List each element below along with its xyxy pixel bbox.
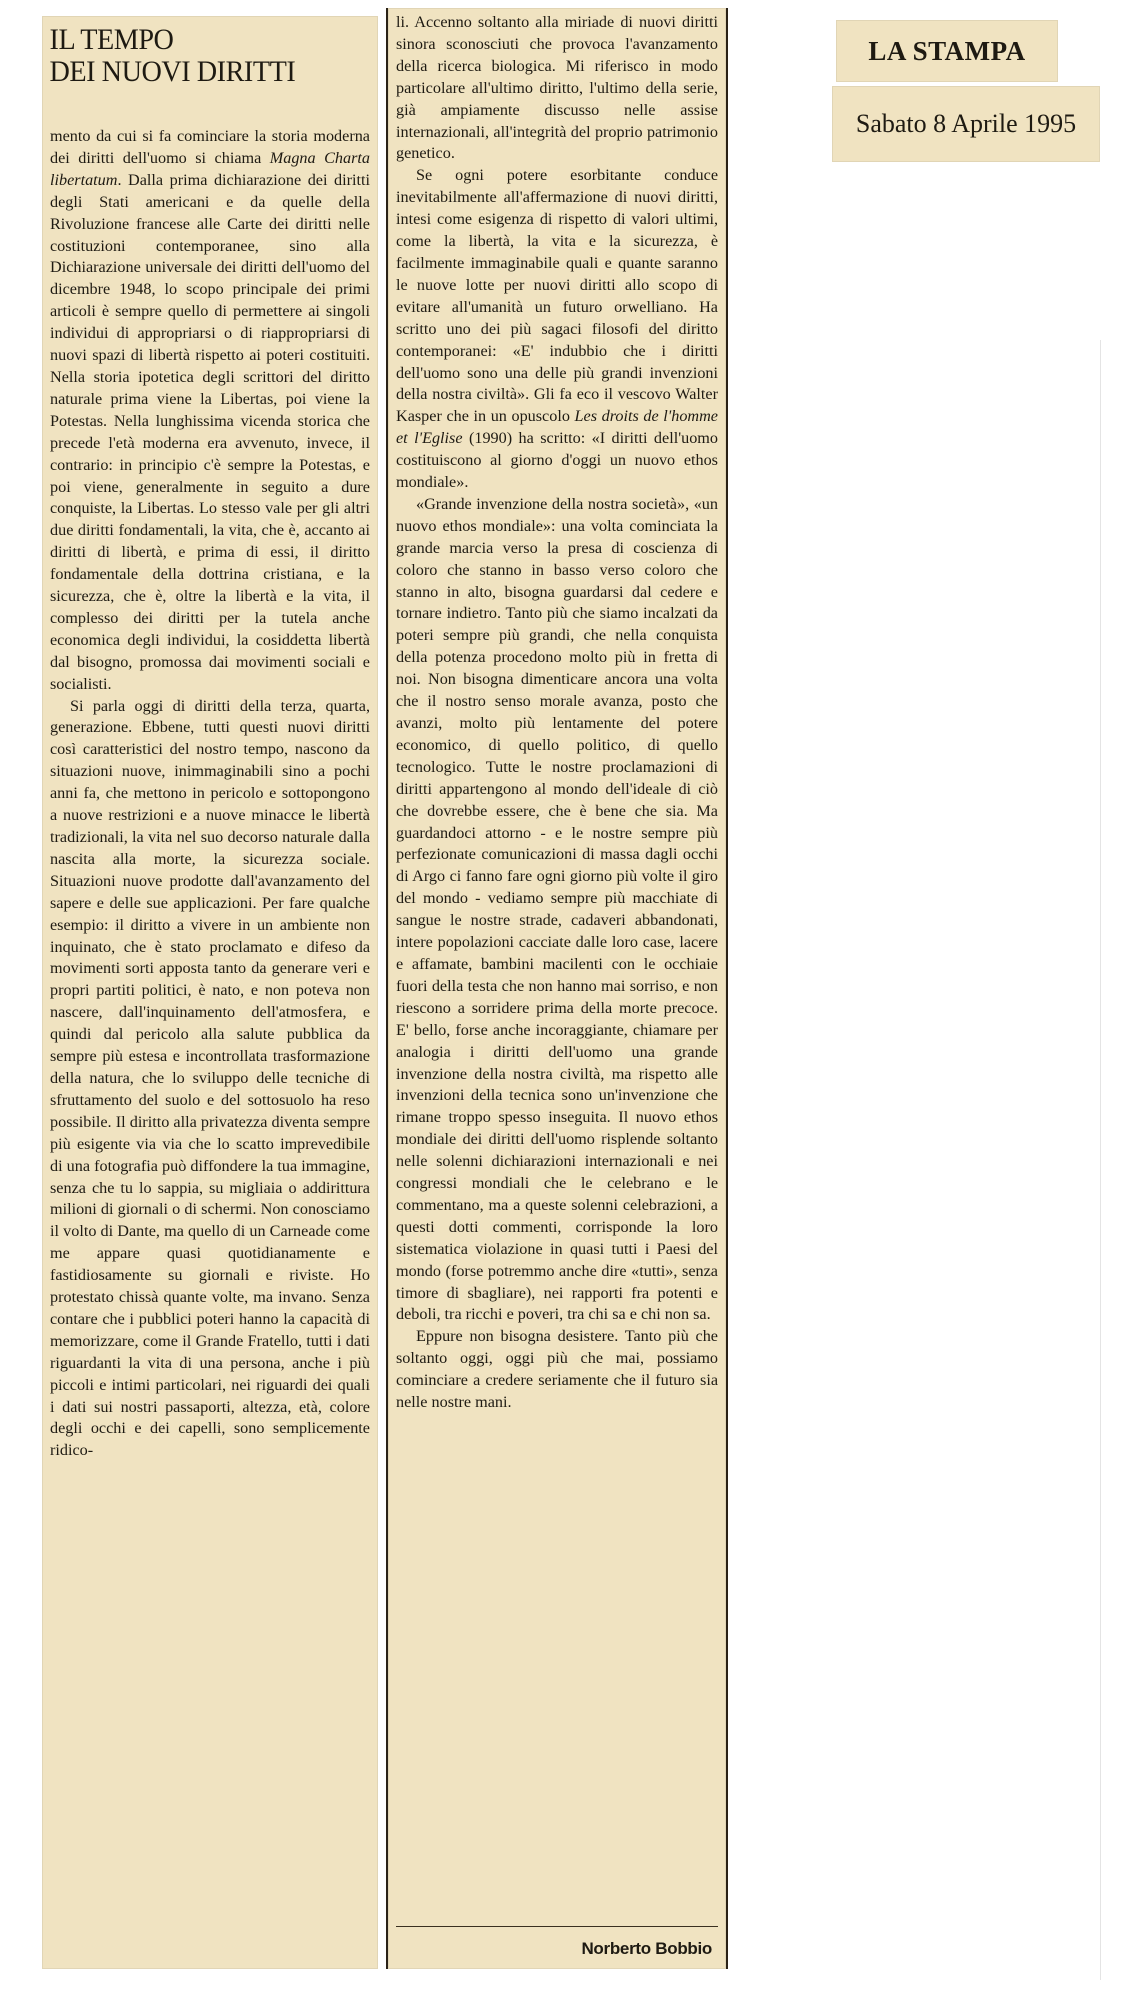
column-1-body	[42, 88, 378, 1462]
text-run: Se ogni potere esorbitante conduce inevitabilmente all'affermazione di nuovi diritti, intesi come esigenza di rispetto di valori ultimi, come la libertà, la vita e la sicurezza, è facilmente immaginabile quali e quante saranno le nuove lotte per nuovi diritti allo scopo di evitare all'umanità un futuro orwelliano. Ha scritto uno dei più sagaci filosofi del diritto contemporanei: «E' indubbio che i diritti dell'uomo sono una delle più grandi invenzioni della nostra civiltà». Gli fa eco il vescovo Walter Kasper che in un opuscolo	[396, 166, 718, 426]
paragraph: Eppure non bisogna desistere. Tanto più che soltanto oggi, oggi più che mai, possiamo cominciare a credere seriamente che il futuro sia nelle nostre mani.	[396, 1327, 718, 1412]
byline-rule	[396, 1926, 718, 1927]
headline	[42, 16, 358, 88]
paragraph: li. Accenno soltanto alla miriade di nuovi diritti sinora sconosciuti che provoca l'avanzamento della ricerca biologica. Mi riferisco in modo particolare all'ultimo diritto, l'ultimo della serie, già ampiamente discusso nelle assise internazionali, all'integrità del proprio patrimonio genetico.	[396, 13, 718, 163]
page-edge-line	[1100, 340, 1101, 1980]
paragraph: Si parla oggi di diritti della terza, quarta, generazione. Ebbene, tutti questi nuovi diritti così caratteristici del nostro tempo, nascono da situazioni nuove, inimmaginabili sino a pochi anni fa, che mettono in pericolo e sottopongono a nuove restrizioni e a nuove minacce le libertà tradizionali, la vita nel suo decorso naturale dalla nascita alla morte, la sicurezza sociale. Situazioni nuove prodotte dall'avanzamento del sapere e delle sue applicazioni. Per fare qualche esempio: il diritto a vivere in un ambiente non inquinato, che è stato proclamato e difeso da movimenti sorti apposta tanto da generare veri e propri partiti politici, è nato, e non poteva non nascere, dall'inquinamento dell'atmosfera, e quindi dal pericolo alla salute pubblica da sempre più estesa e incontrollata trasformazione della natura, che lo sviluppo delle tecniche di sfruttamento del suolo e del sottosuolo ha reso possibile. Il diritto alla privatezza diventa sempre più esigente via via che lo scatto imprevedibile di una fotografia può diffondere la tua immagine, senza che tu lo sappia, su migliaia o addirittura milioni di giornali o di schermi. Non conosciamo il volto di Dante, ma quello di un Carneade come me appare quasi quotidianamente e fastidiosamente su giornali e riviste. Ho protestato chissà quante volte, ma invano. Senza contare che i pubblici poteri hanno la capacità di memorizzare, come il Grande Fratello, tutti i dati riguardanti la vita di una persona, anche i più piccoli e intimi particolari, nei riguardi dei quali i dati sui nostri passaporti, altezza, età, colore degli occhi e dei capelli, sono semplicemente ridico-	[50, 696, 370, 1460]
headline-line-2: DEI NUOVI DIRITTI	[49, 55, 296, 88]
column-2-body	[388, 8, 726, 1414]
article-column-2	[386, 8, 728, 1969]
paragraph	[396, 165, 718, 494]
paragraph	[50, 126, 370, 696]
article-column-1	[42, 16, 378, 1969]
masthead-clipping	[836, 20, 1058, 82]
italic-title: Magna Charta libertatum	[50, 148, 370, 189]
headline-line-1: IL TEMPO	[49, 23, 174, 56]
date-clipping	[832, 86, 1100, 162]
text-run: (1990) ha scritto: «I diritti dell'uomo costituiscono al giorno d'oggi un nuovo ethos mondiale».	[396, 429, 718, 492]
paragraph: «Grande invenzione della nostra società», «un nuovo ethos mondiale»: una volta cominciata la grande marcia verso la presa di coscienza di coloro che stanno in basso verso coloro che stanno in alto, bisogna guardarsi dal cedere e tornare indietro. Tanto più che siamo incalzati da poteri sempre più grandi, che nella conquista della potenza procedono molto più in fretta di noi. Non bisogna dimenticare ancora una volta che il nostro senso morale avanza, posto che avanzi, molto più lentamente del potere economico, di quello politico, di quello tecnologico. Tutte le nostre proclamazioni di diritti appartengono al mondo dell'ideale di ciò che dovrebbe essere, che è bene che sia. Ma guardandoci attorno - e le nostre sempre più perfezionate comunicazioni di massa dagli occhi di Argo ci fanno fare ogni giorno più volte il giro del mondo - vediamo sempre più macchiate di sangue le nostre strade, cadaveri abbandonati, intere popolazioni cacciate dalle loro case, lacere e affamate, bambini macilenti con le occhiaie fuori della testa che non hanno mai sorriso, e non riescono a sorridere prima della morte precoce. E' bello, forse anche incoraggiante, chiamare per analogia i diritti dell'uomo una grande invenzione della nostra civiltà, ma rispetto alle invenzioni della tecnica sono un'invenzione che rimane troppo spesso inseguita. Il nuovo ethos mondiale dei diritti dell'uomo risplende soltanto nelle solenni dichiarazioni internazionali e nei congressi mondiali che le celebrano e le commentano, ma a queste solenni celebrazioni, a questi dotti commenti, corrisponde la loro sistematica violazione in quasi tutti i Paesi del mondo (forse potremmo anche dire «tutti», senza timore di sbagliare), nei rapporti fra potenti e deboli, tra ricchi e poveri, tra chi sa e chi non sa.	[396, 494, 718, 1324]
publication-date: Sabato 8 Aprile 1995	[855, 109, 1077, 138]
masthead-title: LA STAMPA	[868, 35, 1026, 66]
text-run: . Dalla prima dichiarazione dei diritti degli Stati americani e da quelle della Rivoluzione francese alle Carte dei diritti nelle costituzioni contemporanee, sino alla Dichiarazione universale dei diritti dell'uomo del dicembre 1948, lo scopo principale dei primi articoli è sempre quello di permettere ai singoli individui di appropriarsi o di riappropriarsi di nuovi spazi di libertà rispetto ai poteri costituiti. Nella storia ipotetica degli scrittori del diritto naturale prima viene la Libertas, poi viene la Potestas. Nella lunghissima vicenda storica che precede l'età moderna era avvenuto, invece, il contrario: in principio c'è sempre la Potestas, e poi viene, generalmente in seguito a dure conquiste, la Libertas. Lo stesso vale per gli altri due diritti fondamentali, la vita, che è, accanto ai diritti di libertà, e prima di essi, il diritto fondamentale della dottrina cristiana, e la sicurezza, che è, oltre la libertà e la vita, il complesso dei diritti per la tutela anche economica degli individui, la cosiddetta libertà dal bisogno, promossa dai movimenti sociali e socialisti.	[50, 170, 370, 693]
text-run: mento da cui si fa cominciare la storia moderna dei diritti dell'uomo si chiama	[50, 127, 370, 167]
italic-title: Les droits de l'homme et l'Eglise	[396, 407, 718, 448]
author-byline: Norberto Bobbio	[581, 1939, 712, 1958]
